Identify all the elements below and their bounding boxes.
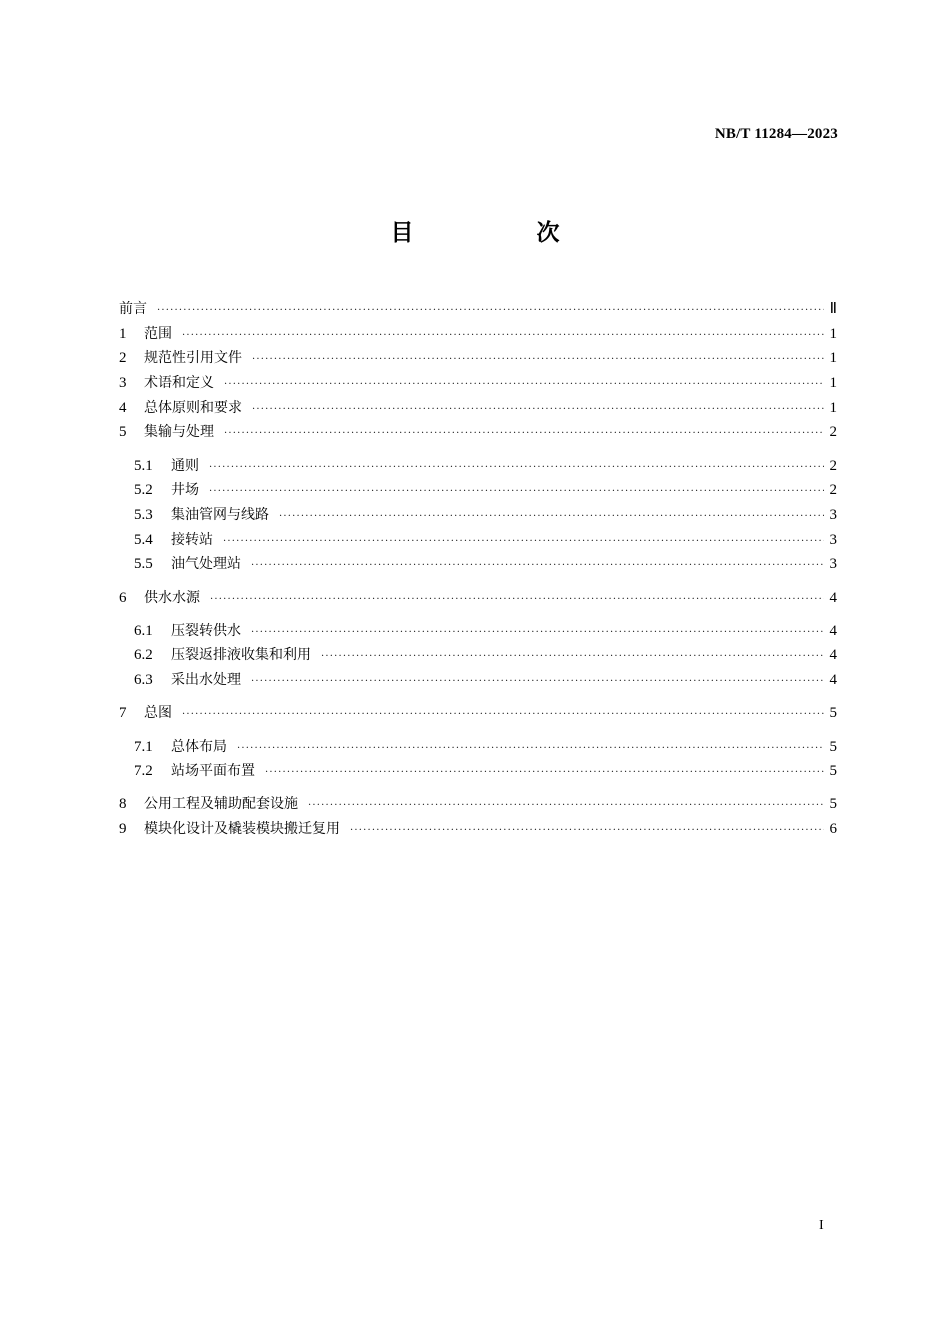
- toc-entry-title: 站场平面布置: [171, 763, 255, 780]
- toc-entry-title: 油气处理站: [171, 556, 241, 573]
- toc-entry-number: 7.1: [134, 738, 153, 755]
- dot-leader: [350, 822, 824, 840]
- toc-entry-title: 公用工程及辅助配套设施: [144, 796, 298, 813]
- toc-entry-page: 3: [829, 507, 837, 523]
- page-title: 目 次: [390, 220, 610, 246]
- toc-entry[interactable]: [119, 399, 837, 424]
- toc-entry-heading: [119, 325, 172, 343]
- toc-entry[interactable]: [119, 349, 837, 374]
- toc-entry[interactable]: [119, 589, 837, 614]
- toc-entry-heading: [134, 531, 213, 549]
- toc-entry-number: 6.2: [134, 647, 153, 664]
- dot-leader: [252, 351, 824, 369]
- toc-entry-title: 通则: [171, 457, 199, 474]
- toc-entry[interactable]: [119, 646, 837, 671]
- toc-entry-title: 前言: [119, 301, 147, 317]
- toc-entry-page: 5: [829, 763, 837, 780]
- toc-entry-title: 规范性引用文件: [144, 350, 242, 367]
- toc-entry[interactable]: [119, 325, 837, 350]
- toc-entry-title: 模块化设计及橇装模块搬迁复用: [144, 821, 340, 838]
- toc-entry-title: 压裂返排液收集和利用: [171, 647, 311, 664]
- toc-entry-heading: [134, 506, 269, 524]
- toc-entry[interactable]: [119, 795, 837, 820]
- toc-entry-heading: [134, 622, 241, 640]
- dot-leader: [210, 591, 824, 609]
- dot-leader: [251, 624, 824, 642]
- toc-entry-title: 集输与处理: [144, 424, 214, 441]
- toc-entry-page: 2: [829, 424, 837, 441]
- toc-entry-heading: [119, 589, 200, 607]
- toc-entry-heading: [119, 300, 147, 318]
- dot-leader: [157, 302, 824, 320]
- toc-entry-heading: [134, 481, 199, 499]
- toc-entry-page: 5: [829, 738, 837, 755]
- toc-entry-number: 7.2: [134, 763, 153, 780]
- toc-spacer: [119, 729, 837, 738]
- toc-entry[interactable]: [119, 762, 837, 787]
- dot-leader: [279, 508, 824, 526]
- toc-spacer: [119, 696, 837, 705]
- toc-spacer: [119, 448, 837, 457]
- toc-entry-number: 3: [119, 375, 127, 392]
- toc-entry-number: 5.5: [134, 556, 153, 573]
- dot-leader: [209, 459, 824, 477]
- toc-entry-page: 6: [829, 821, 837, 838]
- toc-entry[interactable]: [119, 506, 837, 531]
- toc-entry-number: 6.1: [134, 622, 153, 639]
- dot-leader: [252, 401, 824, 419]
- toc-entry-page: 1: [829, 350, 837, 367]
- dot-leader: [182, 327, 824, 345]
- toc-entry-page: 3: [829, 556, 837, 573]
- toc-entry-title: 接转站: [171, 531, 213, 548]
- dot-leader: [251, 557, 824, 575]
- toc-entry-number: 7: [119, 705, 127, 722]
- toc-entry-heading: [134, 646, 311, 664]
- dot-leader: [237, 740, 824, 758]
- toc-entry[interactable]: [119, 704, 837, 729]
- toc-entry-heading: [119, 795, 298, 813]
- toc-entry-number: 6.3: [134, 672, 153, 689]
- toc-entry[interactable]: [119, 374, 837, 399]
- toc-entry[interactable]: [119, 671, 837, 696]
- toc-entry-page: 3: [829, 531, 837, 548]
- toc-entry-heading: [119, 423, 214, 441]
- toc-entry-title: 井场: [171, 482, 199, 499]
- toc-entry-number: 5.4: [134, 531, 153, 548]
- toc-entry-number: 8: [119, 796, 127, 813]
- dot-leader: [224, 425, 824, 443]
- toc-entry-title: 压裂转供水: [171, 622, 241, 639]
- toc-entry[interactable]: [119, 481, 837, 506]
- toc-entry-title: 集油管网与线路: [171, 507, 269, 523]
- dot-leader: [251, 673, 824, 691]
- toc-entry-heading: [134, 762, 255, 780]
- toc-entry-number: 1: [119, 325, 127, 342]
- toc-entry-page: 5: [829, 705, 837, 722]
- toc-entry-number: 9: [119, 821, 127, 838]
- dot-leader: [224, 376, 824, 394]
- toc-entry-page: 4: [829, 672, 837, 689]
- toc-entry-page: 1: [829, 375, 837, 392]
- toc-entry-page: 1: [829, 325, 837, 342]
- toc-entry-title: 术语和定义: [144, 375, 214, 392]
- toc-entry[interactable]: [119, 622, 837, 647]
- toc-spacer: [119, 787, 837, 796]
- toc-entry-page: 2: [829, 482, 837, 499]
- toc-entry-heading: [119, 820, 340, 838]
- toc-entry-page: Ⅱ: [829, 301, 837, 317]
- toc-entry-heading: [134, 555, 241, 573]
- toc-entry-title: 采出水处理: [171, 672, 241, 689]
- toc-entry-number: 5.1: [134, 457, 153, 474]
- dot-leader: [182, 706, 824, 724]
- dot-leader: [209, 483, 824, 501]
- toc-entry-title: 总体布局: [171, 738, 227, 755]
- toc-entry[interactable]: [119, 423, 837, 448]
- toc-entry-page: 1: [829, 399, 837, 416]
- toc-entry[interactable]: [119, 457, 837, 482]
- toc-entry-heading: [119, 349, 242, 367]
- toc-entry-number: 2: [119, 350, 127, 367]
- toc-entry[interactable]: [119, 300, 837, 325]
- toc-entry-page: 5: [829, 796, 837, 813]
- toc-entry-number: 4: [119, 399, 127, 416]
- toc-entry-heading: [134, 457, 199, 475]
- toc-entry-title: 总图: [144, 705, 172, 722]
- standard-number: NB/T 11284—2023: [714, 126, 838, 142]
- toc-entry[interactable]: [119, 531, 837, 556]
- toc-entry-title: 范围: [144, 325, 172, 342]
- toc-entry-heading: [134, 738, 227, 756]
- toc-entry[interactable]: [119, 555, 837, 580]
- toc-entry-title: 供水水源: [144, 589, 200, 606]
- toc-entry[interactable]: [119, 820, 837, 845]
- toc-entry-heading: [119, 704, 172, 722]
- toc-entry-title: 总体原则和要求: [144, 399, 242, 416]
- toc-entry[interactable]: [119, 738, 837, 763]
- dot-leader: [223, 533, 824, 551]
- toc-spacer: [119, 580, 837, 589]
- toc-entry-heading: [134, 671, 241, 689]
- dot-leader: [308, 797, 824, 815]
- toc-entry-number: 6: [119, 589, 127, 606]
- toc-entry-number: 5.2: [134, 482, 153, 499]
- toc-entry-page: 2: [829, 457, 837, 474]
- toc-entry-number: 5.3: [134, 507, 153, 523]
- dot-leader: [265, 764, 824, 782]
- table-of-contents: [119, 300, 837, 845]
- toc-entry-heading: [119, 374, 214, 392]
- toc-entry-number: 5: [119, 424, 127, 441]
- toc-entry-page: 4: [829, 589, 837, 606]
- toc-entry-page: 4: [829, 622, 837, 639]
- toc-entry-heading: [119, 399, 242, 417]
- toc-entry-page: 4: [829, 647, 837, 664]
- page-number: I: [819, 1218, 824, 1233]
- toc-spacer: [119, 613, 837, 622]
- dot-leader: [321, 648, 824, 666]
